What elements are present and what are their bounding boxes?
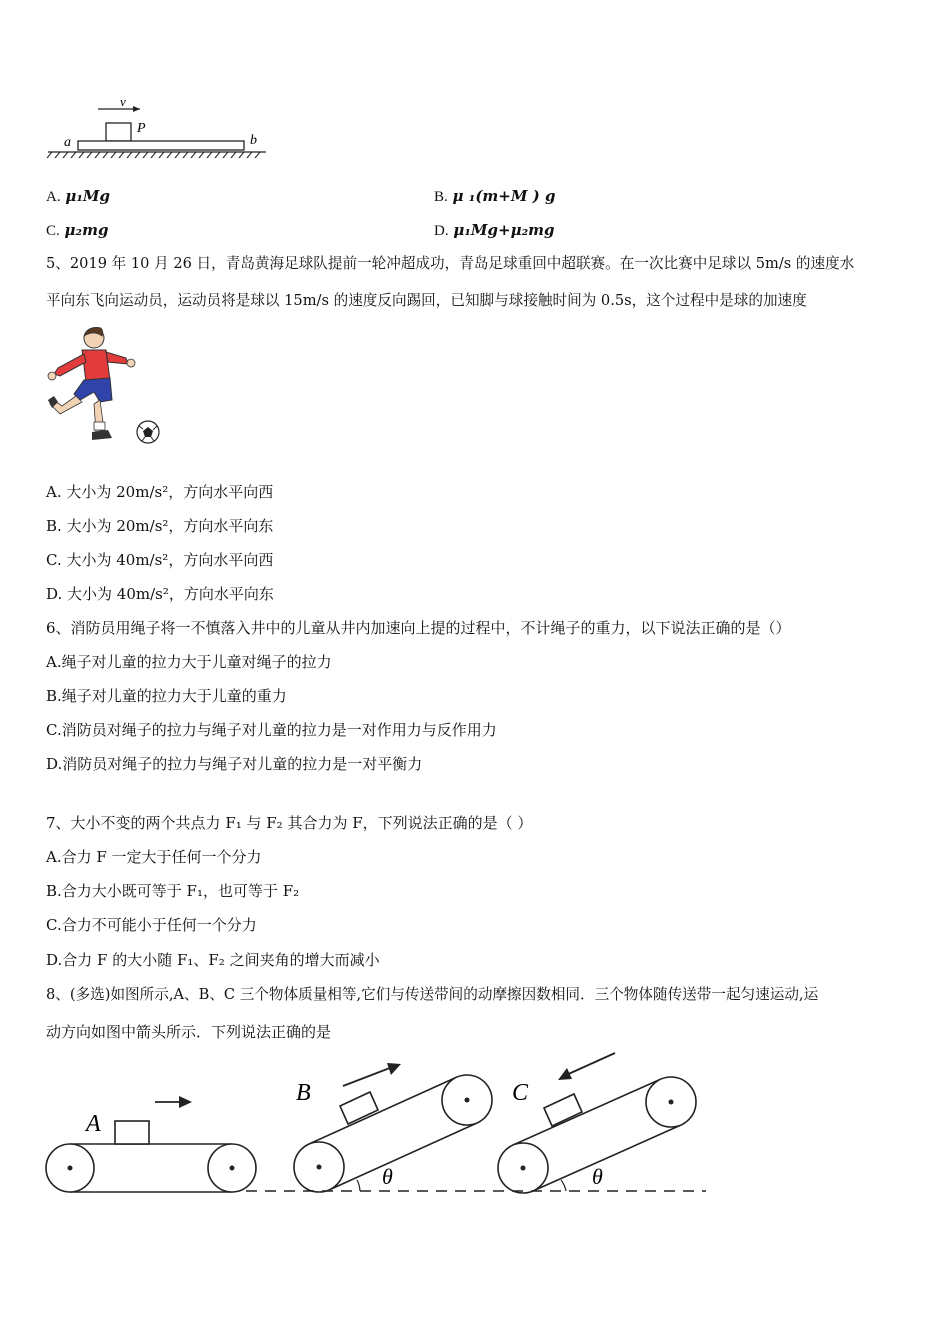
q4-option-c	[46, 220, 108, 241]
belt-c	[498, 1053, 696, 1193]
block-on-plank-figure	[40, 92, 280, 167]
belt-c-label: C	[512, 1080, 529, 1106]
q4-option-d-text: μ₁Mg+μ₂mg	[453, 221, 555, 239]
q4-option-a-text: μ₁Mg	[65, 187, 111, 205]
conveyor-belts-figure	[40, 1048, 720, 1208]
q4-option-a	[46, 186, 110, 207]
q7-option-d: D.合力 F 的大小随 F₁、F₂ 之间夹角的增大而减小	[46, 951, 380, 969]
q4-option-b	[434, 186, 556, 207]
q5-option-d: D. 大小为 40m/s²，方向水平向东	[46, 585, 274, 603]
q4-option-d-letter: D.	[434, 223, 449, 239]
q5-option-a: A. 大小为 20m/s²，方向水平向西	[46, 483, 274, 501]
q5-option-c: C. 大小为 40m/s²，方向水平向西	[46, 551, 274, 569]
q6-stem: 6、消防员用绳子将一不慎落入井中的儿童从井内加速向上提的过程中，不计绳子的重力，以下说法正确的是（）	[46, 619, 791, 637]
belt-c-angle: θ	[592, 1164, 603, 1189]
belt-a	[46, 1096, 256, 1192]
q8-stem-line1: 8、(多选)如图所示,A、B、C 三个物体质量相等,它们与传送带间的动摩擦因数相同．三个物体随传送带一起匀速运动,运	[46, 986, 819, 1003]
belt-b-label: B	[296, 1080, 311, 1106]
belt-b	[294, 1063, 492, 1192]
q4-option-b-letter: B.	[434, 189, 448, 205]
end-a-label: a	[64, 135, 71, 150]
q6-option-b: B.绳子对儿童的拉力大于儿童的重力	[46, 687, 287, 705]
q6-option-c: C.消防员对绳子的拉力与绳子对儿童的拉力是一对作用力与反作用力	[46, 721, 497, 739]
q4-option-c-letter: C.	[46, 223, 60, 239]
belt-b-angle: θ	[382, 1164, 393, 1189]
soccer-player-illustration	[44, 322, 169, 450]
q5-stem-line2: 平向东飞向运动员，运动员将是球以 15m/s 的速度反向踢回，已知脚与球接触时间为 0.5s，这个过程中是球的加速度	[46, 292, 807, 309]
q7-option-a: A.合力 F 一定大于任何一个分力	[46, 848, 262, 866]
end-b-label: b	[250, 133, 257, 148]
q6-option-a: A.绳子对儿童的拉力大于儿童对绳子的拉力	[46, 653, 332, 671]
q7-option-b: B.合力大小既可等于 F₁，也可等于 F₂	[46, 882, 300, 900]
q4-option-a-letter: A.	[46, 189, 61, 205]
q7-stem: 7、大小不变的两个共点力 F₁ 与 F₂ 其合力为 F，下列说法正确的是（ ）	[46, 814, 533, 832]
belt-a-label: A	[86, 1111, 101, 1137]
q8-stem-line2: 动方向如图中箭头所示．下列说法正确的是	[46, 1023, 332, 1041]
velocity-label: v	[120, 94, 126, 109]
q5-option-b: B. 大小为 20m/s²，方向水平向东	[46, 517, 274, 535]
q4-option-c-text: μ₂mg	[64, 221, 109, 239]
q5-stem-line1: 5、2019 年 10 月 26 日，青岛黄海足球队提前一轮冲超成功，青岛足球重回中超联赛。在一次比赛中足球以 5m/s 的速度水	[46, 255, 855, 272]
q6-option-d: D.消防员对绳子的拉力与绳子对儿童的拉力是一对平衡力	[46, 755, 423, 773]
q7-option-c: C.合力不可能小于任何一个分力	[46, 916, 257, 934]
q4-option-b-text: μ ₁(m+M ) g	[452, 187, 556, 205]
block-p-label: P	[137, 121, 146, 136]
q4-option-d	[434, 220, 555, 241]
